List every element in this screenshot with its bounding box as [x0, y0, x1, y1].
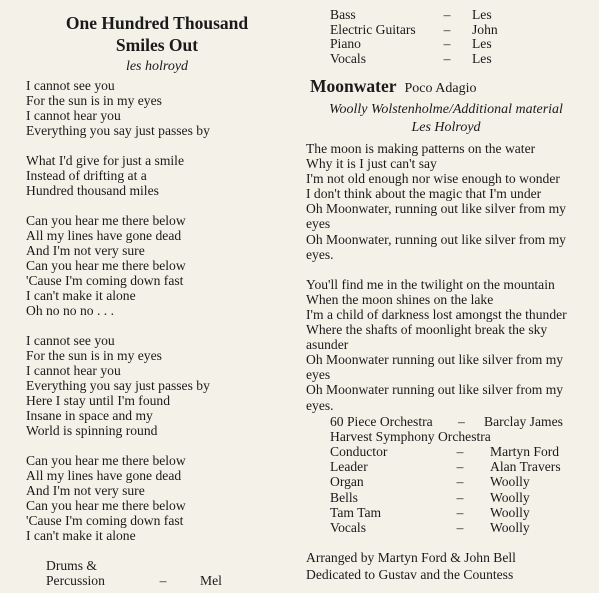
credit-name: Les — [472, 36, 492, 51]
credit-role: Electric Guitars — [330, 21, 416, 37]
credit-row — [330, 52, 594, 67]
lyric-line: I cannot see you — [26, 78, 115, 93]
orchestra-credit-name: Woolly — [490, 504, 530, 520]
credit-row — [330, 23, 594, 38]
arranged-by: Arranged by Martyn Ford & John Bell — [306, 550, 516, 566]
lyric-line: eyes — [306, 367, 331, 383]
credit-name: John — [472, 21, 498, 37]
lyric-line: All my lines have gone dead — [26, 468, 182, 483]
credit-role-line2: Percussion — [46, 573, 105, 588]
lyric-line: Can you hear me there below — [26, 453, 186, 468]
lyric-line: The moon is making patterns on the water — [306, 141, 536, 156]
orchestra-name2: Harvest Symphony Orchestra — [330, 428, 491, 444]
lyric-line: For the sun is in my eyes — [26, 348, 162, 363]
orchestra-credit-role: Bells — [330, 489, 358, 505]
orchestra-credit-dash: – — [456, 474, 464, 490]
lyric-line: eyes — [306, 216, 331, 232]
stanza — [26, 333, 288, 438]
orchestra-credit-role: Vocals — [330, 520, 366, 536]
song2-lyrics — [306, 141, 594, 413]
orchestra-credit-name: Alan Travers — [490, 459, 561, 475]
lyric-line: I cannot hear you — [26, 108, 121, 123]
lyric-line: Hundred thousand miles — [26, 183, 159, 198]
right-column — [306, 7, 594, 583]
lyric-line: I'm not old enough nor wise enough to wonder — [306, 171, 560, 187]
credit-name: Les — [472, 50, 492, 66]
orchestra-credit-dash: – — [456, 459, 464, 475]
orchestra-credit-dash: – — [456, 444, 464, 459]
lyric-line: You'll find me in the twilight on the mountain — [306, 276, 555, 292]
credit-row — [330, 8, 594, 23]
song1-credits-top — [330, 8, 594, 66]
stanza — [26, 78, 288, 138]
lyric-line: Can you hear me there below — [26, 498, 186, 513]
credit-name: Les — [472, 7, 492, 22]
orchestra-head-row — [330, 414, 594, 429]
song1-author: les holroyd — [125, 59, 189, 74]
credit-dash: – — [443, 7, 451, 22]
orchestra-credit-dash: – — [456, 489, 464, 505]
orchestra-credit-role: Leader — [330, 459, 368, 475]
song1-title-line1: One Hundred Thousand — [65, 13, 249, 33]
stanza — [26, 213, 288, 318]
lyric-line: For the sun is in my eyes — [26, 93, 162, 108]
credit-row-drums — [46, 573, 288, 588]
lyric-line: Everything you say just passes by — [26, 123, 210, 138]
lyric-line: eyes. — [306, 246, 334, 262]
song1-lyrics — [26, 78, 288, 543]
orchestra-credit-dash: – — [456, 504, 464, 520]
credit-role: Bass — [330, 7, 356, 22]
credit-dash: – — [443, 21, 451, 37]
dedication: Dedicated to Gustav and the Countess — [306, 567, 514, 583]
song1-title-line2: Smiles Out — [115, 35, 199, 55]
orchestra-credit-role: Conductor — [330, 444, 388, 459]
orchestra-credit-name: Woolly — [490, 489, 530, 505]
stanza — [306, 141, 594, 262]
lyric-line: Here I stay until I'm found — [26, 393, 171, 408]
song1-credits-drums — [46, 558, 288, 588]
credit-role: Vocals — [330, 50, 366, 66]
lyric-line: Oh Moonwater running out like silver from my — [306, 382, 564, 398]
lyric-line: Can you hear me there below — [26, 213, 186, 228]
credit-role: Piano — [330, 36, 361, 51]
lyric-line: What I'd give for just a smile — [26, 153, 184, 168]
orchestra-credit-dash: – — [456, 520, 464, 536]
orchestra-credit-name: Woolly — [490, 474, 530, 490]
lyric-line: Instead of drifting at a — [26, 168, 147, 183]
lyric-line: Oh Moonwater running out like silver from my — [306, 352, 564, 368]
song2-author-line2: Les Holroyd — [411, 120, 481, 135]
credit-dash: – — [443, 50, 451, 66]
lyric-line: I'm a child of darkness lost amongst the thunder — [306, 306, 567, 322]
stanza — [26, 453, 288, 543]
orchestra-credits — [330, 414, 594, 536]
lyric-line: I cannot see you — [26, 333, 115, 348]
song2-tempo: Poco Adagio — [404, 81, 477, 96]
left-column — [26, 12, 288, 588]
lyric-line: And I'm not very sure — [26, 243, 145, 258]
credit-row — [330, 37, 594, 52]
orchestra-credit-row — [330, 520, 594, 535]
lyric-line: All my lines have gone dead — [26, 228, 182, 243]
lyric-line: Oh no no no . . . — [26, 303, 114, 318]
stanza — [306, 277, 594, 413]
credit-role-line1: Drums & — [46, 558, 97, 573]
orchestra-name: Barclay James — [484, 413, 563, 429]
orchestra-credit-row — [330, 459, 594, 474]
song2-author-line1: Woolly Wolstenholme/Additional material — [329, 102, 563, 117]
song2-author — [306, 101, 586, 137]
lyric-line: Where the shafts of moonlight break the sky — [306, 322, 548, 338]
lyric-line: Everything you say just passes by — [26, 378, 210, 393]
song1-title — [26, 12, 288, 56]
orchestra-dash: – — [458, 413, 465, 429]
stanza — [26, 153, 288, 198]
credit-dash: – — [443, 36, 451, 51]
lyric-line: I don't think about the magic that I'm under — [306, 186, 542, 202]
lyric-line: I can't make it alone — [26, 288, 136, 303]
song2-heading — [310, 76, 594, 97]
orchestra-credit-role: Tam Tam — [330, 504, 382, 520]
orchestra-credit-role: Organ — [330, 474, 364, 490]
lyric-line: Oh Moonwater, running out like silver from my — [306, 231, 566, 247]
lyric-line: eyes. — [306, 397, 334, 413]
lyric-line: I can't make it alone — [26, 528, 136, 543]
orchestra-credit-name: Martyn Ford — [490, 444, 560, 459]
orchestra-credit-name: Woolly — [490, 520, 530, 536]
lyric-line: And I'm not very sure — [26, 483, 145, 498]
lyric-line: 'Cause I'm coming down fast — [26, 273, 184, 288]
orchestra-title: 60 Piece Orchestra — [330, 413, 433, 429]
credit-dash: – — [159, 573, 167, 588]
lyric-line: Can you hear me there below — [26, 258, 186, 273]
lyric-line: World is spinning round — [26, 423, 158, 438]
orchestra-credit-row — [330, 444, 594, 459]
orchestra-credit-row — [330, 474, 594, 489]
lyric-line: Insane in space and my — [26, 408, 153, 423]
lyric-line: 'Cause I'm coming down fast — [26, 513, 184, 528]
song2-title: Moonwater — [310, 76, 397, 96]
lyric-line: Oh Moonwater, running out like silver from my — [306, 201, 566, 217]
song2-footer — [306, 549, 594, 583]
lyric-line: I cannot hear you — [26, 363, 121, 378]
orchestra-credit-row — [330, 505, 594, 520]
lyric-line: asunder — [306, 337, 349, 353]
lyric-line: When the moon shines on the lake — [306, 291, 494, 307]
orchestra-credit-row — [330, 490, 594, 505]
orchestra-rows — [330, 444, 594, 535]
lyric-line: Why it is I just can't say — [306, 156, 437, 172]
credit-name: Mel — [200, 573, 222, 588]
